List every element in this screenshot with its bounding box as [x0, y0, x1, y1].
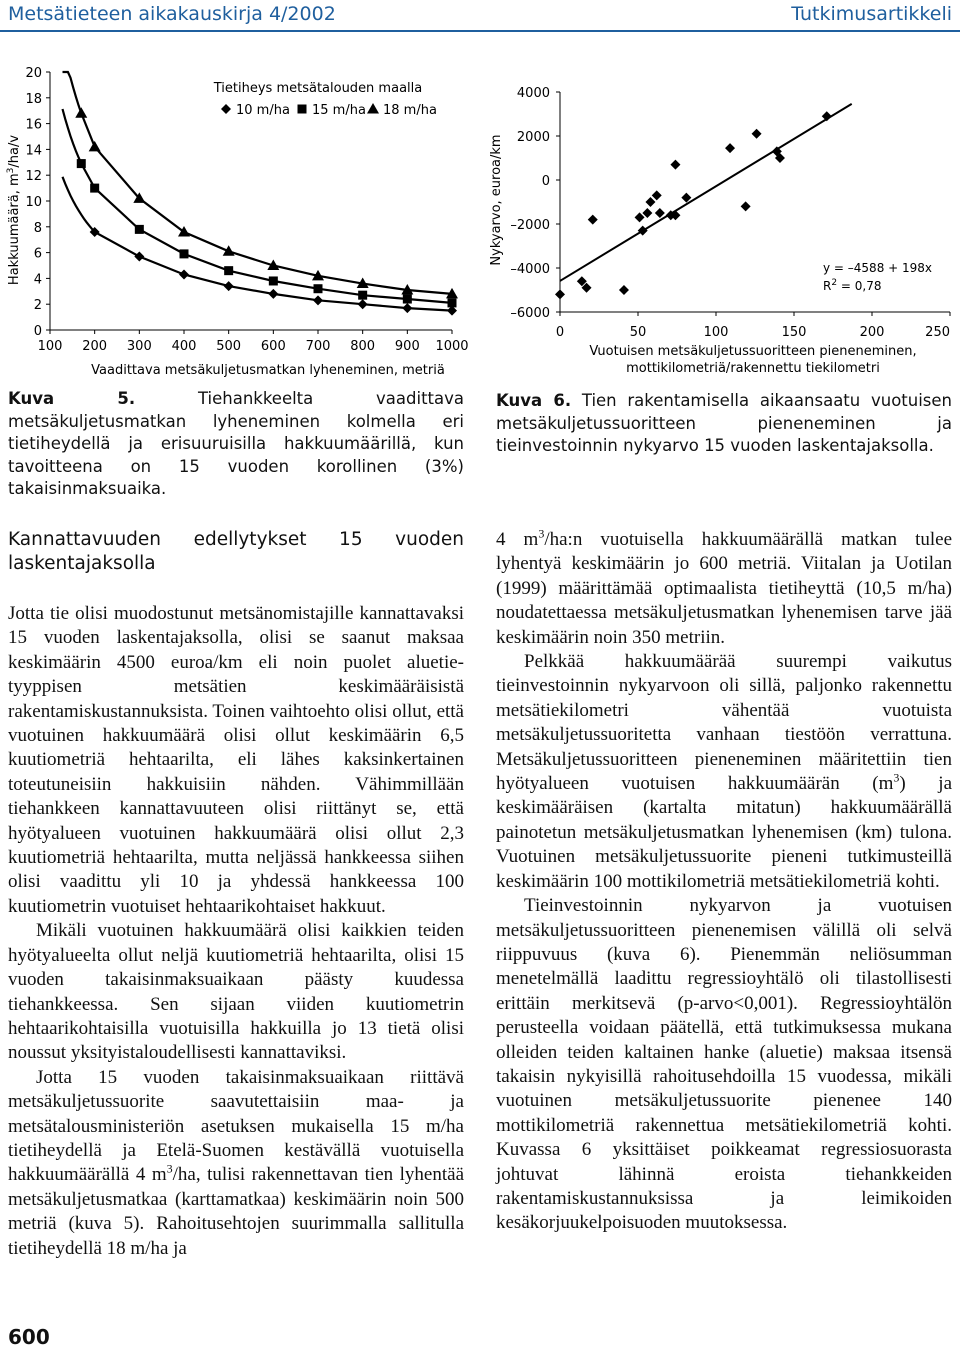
y-tick-label: 14 [25, 143, 42, 159]
data-point [555, 289, 565, 299]
figure6-points [555, 111, 832, 299]
data-point [638, 226, 648, 236]
data-point [268, 289, 278, 299]
figure5-caption [8, 388, 464, 501]
legend-title: Tietiheys metsätalouden maalla [213, 81, 423, 96]
y-tick-label: 4000 [516, 86, 550, 101]
figure6-x-axis-label-line2: mottikilometriä/rakennettu tiekilometri [626, 361, 880, 376]
y-tick-label: 4 [33, 272, 42, 288]
y-tick-label: 16 [25, 117, 42, 133]
figure6-caption-label: Kuva 6. [496, 391, 572, 410]
left-paragraph-2: Mikäli vuotuinen hakkuumäärä olisi kaikkien teiden hyötyalueelta ollut neljä kuutiometriä hehtaarilta, olisi 15 vuoden takaisinmaksuaikaan päästy kuudessa tiehankkeessa. Sen sijaan viiden kuutiometrin hehtaarikohtaisilla vuotuisilla hakkuilla jo 13 tietä olisi noussut yksityistaloudellisesti kannattaviksi. [8, 920, 464, 1064]
figure5-legend [213, 81, 437, 118]
legend-marker [221, 104, 231, 114]
y-tick-label: 8 [33, 220, 42, 236]
data-point [224, 266, 233, 275]
data-point [134, 251, 144, 261]
x-tick-label: 300 [126, 339, 152, 354]
data-point [822, 111, 832, 121]
legend-marker [298, 105, 307, 114]
y-tick-label: –2000 [510, 218, 550, 233]
data-point [402, 303, 412, 313]
y-tick-label: 18 [25, 91, 42, 107]
data-point [741, 201, 751, 211]
legend-label: 18 m/ha [383, 103, 437, 118]
right-p2-b: ) ja keskimääräisen (kartalta mitatun) hakkuumäärällä painotetun metsäkuljetusmatkan lyhenemisen (km) tulona. Vuotuinen metsäkuljetussuorite pieneni tutkimusteillä keskimäärin 100 mottikilometriä metsätiekilometriä kohti. [496, 773, 952, 892]
figure5-y-axis-label [6, 135, 22, 285]
regression-equation: y = –4588 + 198x [823, 261, 933, 275]
y-label-text-end: /ha/v [7, 134, 22, 168]
y-label-sup: 3 [6, 167, 16, 174]
figure5-chart [0, 40, 470, 380]
data-point [224, 281, 234, 291]
x-tick-label: 800 [350, 339, 376, 354]
y-tick-label: 0 [541, 174, 550, 189]
x-tick-label: 200 [82, 339, 108, 354]
x-tick-label: 1000 [435, 339, 469, 354]
series-line [63, 177, 453, 311]
x-tick-label: 500 [216, 339, 242, 354]
figure5-caption-label: Kuva 5. [8, 389, 136, 408]
left-p3-sup: 3 [166, 1162, 173, 1177]
right-p1-b: /ha:n vuotuisella hakkuumäärällä matkan tulee lyhentyä keskimäärin jo 600 metriä. Viitalan ja Uotilan (1999) määrittämää optimaalista tietiheyttä (10,5 m/ha) noudatettaessa metsäkuljetusmatkan lyhenemisen tarve jää keskimäärin noin 350 metriin. [496, 529, 953, 648]
right-paragraph-1 [496, 528, 952, 650]
data-point [588, 215, 598, 225]
x-tick-label: 900 [394, 339, 420, 354]
left-paragraph-3 [8, 1066, 464, 1261]
data-point [179, 270, 189, 280]
figure6-axes [510, 86, 950, 340]
x-tick-label: 50 [629, 325, 647, 340]
right-p1-a: 4 m [496, 529, 539, 550]
x-tick-label: 0 [555, 325, 565, 340]
x-tick-label: 150 [781, 325, 807, 340]
data-point [670, 160, 680, 170]
legend-label: 10 m/ha [236, 103, 290, 118]
figure6-x-axis-label: Vuotuisen metsäkuljetussuoritteen pieneneminen, [589, 344, 917, 359]
page-header [0, 0, 960, 32]
data-point [135, 225, 144, 234]
left-paragraph-1: Jotta tie olisi muodostunut metsänomistajille kannattavaksi 15 vuoden laskentajaksolla, olisi se saanut maksaa keskimäärin 4500 euroa/km eli noin puolet aluetie-tyyppisen metsätien keskimääräisistä rakentamiskustannuksista. Toinen vaihtoehto olisi ollut, että vuotuinen hakkuumäärä olisi ollut keskimäärin 6,5 kuutiometriä hehtaarilta, eli lähes kaksinkertainen toteutuneisiin hakkuisiin nähden. Vähimmillään tiehankkeen kannattavuuteen olisi riittänyt se, että hyötyalueen vuotuinen hakkuumäärä olisi ollut 2,3 kuutiometriä hehtaarilta, mutta neljässä hankkeessa siihen olisi vaadittu yli 10 ja yhdessä hankkeessa 100 kuutiometrin vuotuiset hehtaarikohtaiset hakkuut. [8, 603, 464, 917]
right-p2-a: Pelkkää hakkuumäärää suurempi vaikutus tieinvestoinnin nykyarvoon oli sillä, paljonko rakennettu metsätiekilometri vähentää vuotuista metsäkuljetussuoritetta vanhaan tiestöön verrattuna. Metsäkuljetussuoritteen pieneneminen määritettiin tien hyötyalueen vuotuisen hakkuumäärän (m [496, 651, 952, 795]
x-tick-label: 250 [925, 325, 950, 340]
y-label-text: Hakkuumäärä, m [7, 173, 22, 286]
page-number: 600 [8, 1325, 50, 1349]
x-tick-label: 100 [37, 339, 63, 354]
x-tick-label: 100 [703, 325, 729, 340]
x-tick-label: 700 [305, 339, 331, 354]
series-square [63, 109, 457, 307]
y-tick-label: 20 [25, 66, 42, 81]
regression-line [560, 104, 852, 281]
data-point [655, 208, 665, 218]
journal-title: Metsätieteen aikakauskirja 4/2002 [8, 3, 336, 25]
figure6-regression [560, 104, 932, 293]
right-column [496, 528, 952, 1236]
right-p1-sup: 3 [538, 526, 545, 541]
data-point [313, 295, 323, 305]
figure6-caption-text: Tien rakentamisella aikaansaatu vuotuisen metsäkuljetussuoritteen pieneneminen ja tieinvestoinnin nykyarvo 15 vuoden laskentajaksolla. [496, 391, 953, 455]
data-point [358, 299, 368, 309]
data-point [75, 107, 87, 118]
data-point [269, 276, 278, 285]
y-tick-label: 2 [33, 298, 42, 314]
data-point [448, 298, 457, 307]
legend-label: 15 m/ha [312, 103, 366, 118]
r2-sup: 2 [831, 278, 838, 288]
data-point [180, 249, 189, 258]
section-label: Tutkimusartikkeli [791, 3, 952, 25]
data-point [619, 285, 629, 295]
series-diamond [63, 177, 458, 316]
figure6-chart [480, 40, 960, 380]
y-tick-label: 0 [33, 324, 42, 339]
data-point [358, 291, 367, 300]
x-tick-label: 200 [859, 325, 885, 340]
regression-r2 [823, 278, 881, 293]
data-point [90, 184, 99, 193]
data-point [314, 284, 323, 293]
legend-marker [367, 103, 379, 114]
data-point [752, 129, 762, 139]
x-tick-label: 600 [260, 339, 286, 354]
figure5-x-axis-label: Vaadittava metsäkuljetusmatkan lyheneminen, metriä [91, 363, 445, 378]
left-p3-a: Jotta 15 vuoden takaisinmaksuaikaan riittävä metsäkuljetussuorite saavutettaisiin maa- ja metsätalousministeriön asetuksen mukaisella 15 m/ha tietiheydellä ja Etelä-Suomen kestävällä vuotuisella hakkuumäärällä 4 m [8, 1066, 464, 1186]
y-tick-label: –6000 [510, 306, 550, 321]
figure6-caption [496, 390, 952, 458]
y-tick-label: 2000 [516, 130, 550, 145]
data-point [77, 159, 86, 168]
figure5-caption-text: Tiehankkeelta vaadittava metsäkuljetusmatkan lyheneminen kolmella eri tietiheydellä ja erisuuruisilla hakkuumäärillä, kun tavoitteena on 15 vuoden korollinen (3%) takaisinmaksuaika. [8, 389, 464, 498]
series-line [63, 109, 453, 303]
r2-text: R [823, 279, 832, 293]
data-point [652, 190, 662, 200]
y-tick-label: –4000 [510, 262, 550, 277]
data-point [403, 295, 412, 304]
header-rule [0, 30, 960, 32]
right-paragraph-2 [496, 650, 952, 894]
section-title: Kannattavuuden edellytykset 15 vuoden laskentajaksolla [8, 529, 464, 574]
data-point [645, 197, 655, 207]
left-p3-b: /ha, tulisi rakennettavan tien lyhentää metsäkuljetusmatkaa (karttamatkaa) keskimäärin noin 500 metriä (kuva 5). Rahoitusehtojen suurimmalla sallitulla tietiheydellä 18 m/ha ja [8, 1164, 465, 1259]
left-column [8, 528, 464, 1261]
data-point [725, 143, 735, 153]
figure6-y-axis-label: Nykyarvo, euroa/km [489, 134, 504, 266]
y-tick-label: 6 [33, 246, 42, 262]
right-p2-sup: 3 [893, 770, 900, 785]
data-point [642, 208, 652, 218]
data-point [89, 141, 101, 152]
data-point [635, 212, 645, 222]
right-paragraph-3: Tieinvestoinnin nykyarvon ja vuotuisen metsäkuljetussuoritteen pienenemisen välillä oli selvä riippuvuus (kuva 6). Pienemmän neliösumman menetelmällä laadittu regressioyhtälö oli tilastollisesti erittäin merkitsevä (p-arvo<0,001). Regressioyhtälön perusteella voidaan päätellä, että tutkimuksessa mukana olleiden teiden kaltainen hanke (aluetie) maksaa itsensä takaisin nykyisillä rahoitusehdoilla 15 vuodessa, mikäli vuotuinen metsäkuljetussuorite pienenee 140 mottikilometriä rakennettua metsätiekilometriä kohti. Kuvassa 6 yksittäiset poikkeamat regressiosuorasta johtuvat lähinnä eroista tiehankkeiden rakentamiskustannuksissa ja leimikoiden kesäkorjuukelpoisuoden muutoksessa. [496, 895, 952, 1234]
y-tick-label: 12 [25, 169, 42, 185]
y-tick-label: 10 [25, 195, 42, 210]
r2-value: = 0,78 [837, 279, 882, 293]
x-tick-label: 400 [171, 339, 197, 354]
